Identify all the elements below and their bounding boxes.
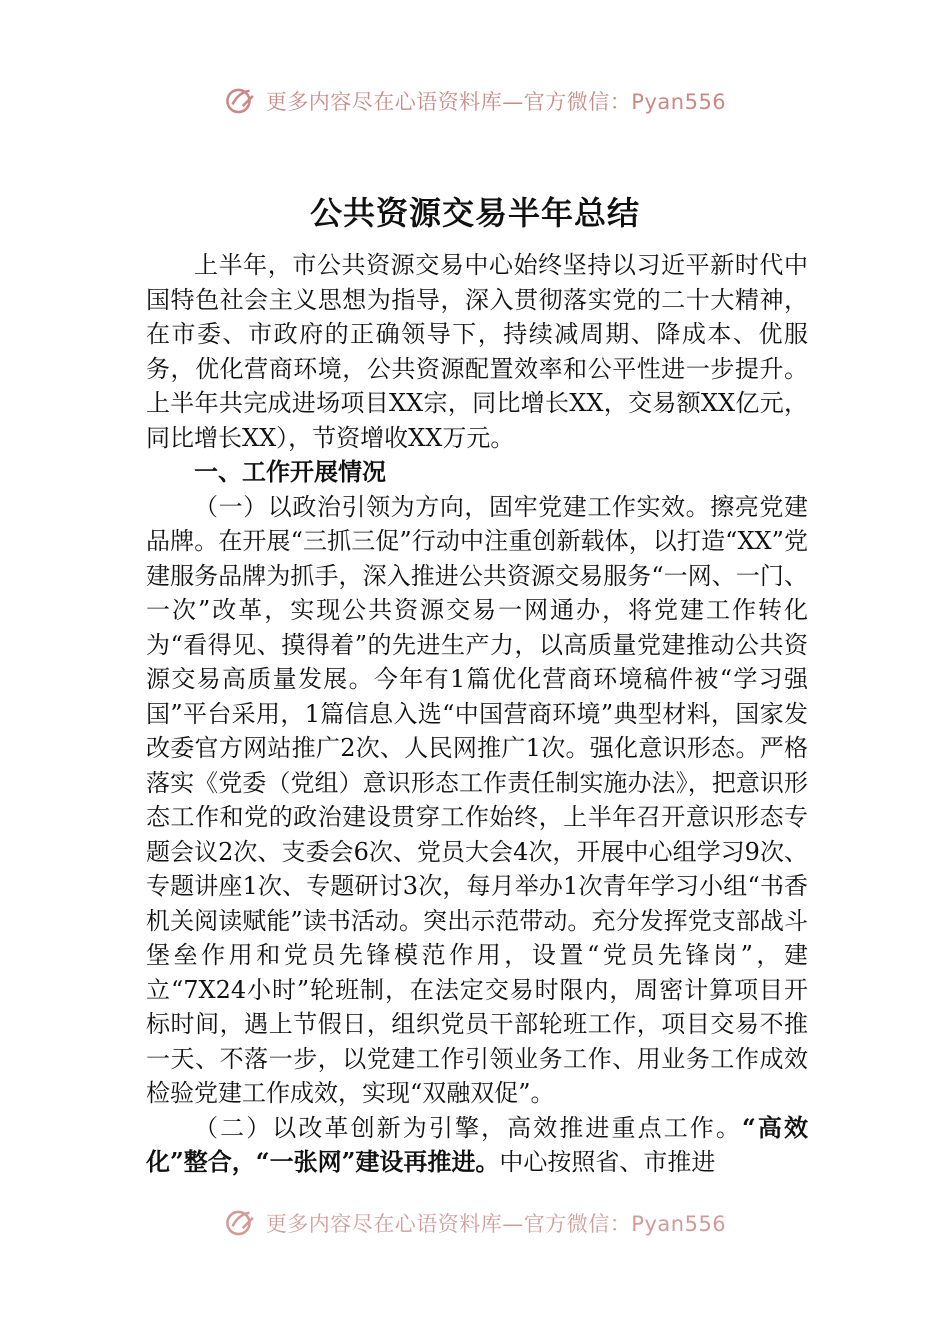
document-title: 公共资源交易半年总结 [309,194,640,232]
section-heading: 一、工作开展情况 [194,458,386,486]
intro-paragraph: 上半年，市公共资源交易中心始终坚持以习近平新时代中国特色社会主义思想为指导，深入贯彻落实党的二十大精神，在市委、市政府的正确领导下，持续减周期、降成本、优服务，优化营商环境，公共资源配置效率和公平性进一步提升。上半年共完成进场项目XX宗，同比增长XX，交易额XX亿元，同比增长XX），节资增收XX万元。 [146,251,808,452]
watermark-footer-logo-icon [224,1206,258,1240]
watermark-text: 更多内容尽在心语资料库—官方微信：Pyan556 [265,90,727,114]
watermark-footer [0,1206,950,1240]
watermark-footer-text: 更多内容尽在心语资料库—官方微信：Pyan556 [265,1212,727,1236]
watermark-logo-icon [224,84,258,118]
paragraph-reform-bold: “高效化”整合，“一张网”建设再推进。 [146,1112,808,1176]
watermark-header [0,84,950,118]
document-body [146,248,808,1180]
paragraph-reform-lead: （二）以改革创新为引擎，高效推进重点工作。 [194,1113,742,1142]
paragraph-reform [146,1111,808,1180]
paragraph-reform-rest: 中心按照省、市推进 [499,1148,716,1176]
paragraph-party-building: （一）以政治引领为方向，固牢党建工作实效。擦亮党建品牌。在开展“三抓三促”行动中注重创新载体，以打造“XX”党建服务品牌为抓手，深入推进公共资源交易服务“一网、一门、一次”改革，实现公共资源交易一网通办，将党建工作转化为“看得见、摸得着”的先进生产力，以高质量党建推动公共资源交易高质量发展。今年有1篇优化营商环境稿件被“学习强国”平台采用，1篇信息入选“中国营商环境”典型材料，国家发改委官方网站推广2次、人民网推广1次。强化意识形态。严格落实《党委（党组）意识形态工作责任制实施办法》，把意识形态工作和党的政治建设贯穿工作始终，上半年召开意识形态专题会议2次、支委会6次、党员大会4次，开展中心组学习9次、专题讲座1次、专题研讨3次，每月举办1次青年学习小组“书香机关阅读赋能”读书活动。突出示范带动。充分发挥党支部战斗堡垒作用和党员先锋模范作用，设置“党员先锋岗”，建立“7X24小时”轮班制，在法定交易时限内，周密计算项目开标时间，遇上节假日，组织党员干部轮班工作，项目交易不推一天、不落一步，以党建工作引领业务工作、用业务工作成效检验党建工作成效，实现“双融双促”。 [146,492,808,1107]
